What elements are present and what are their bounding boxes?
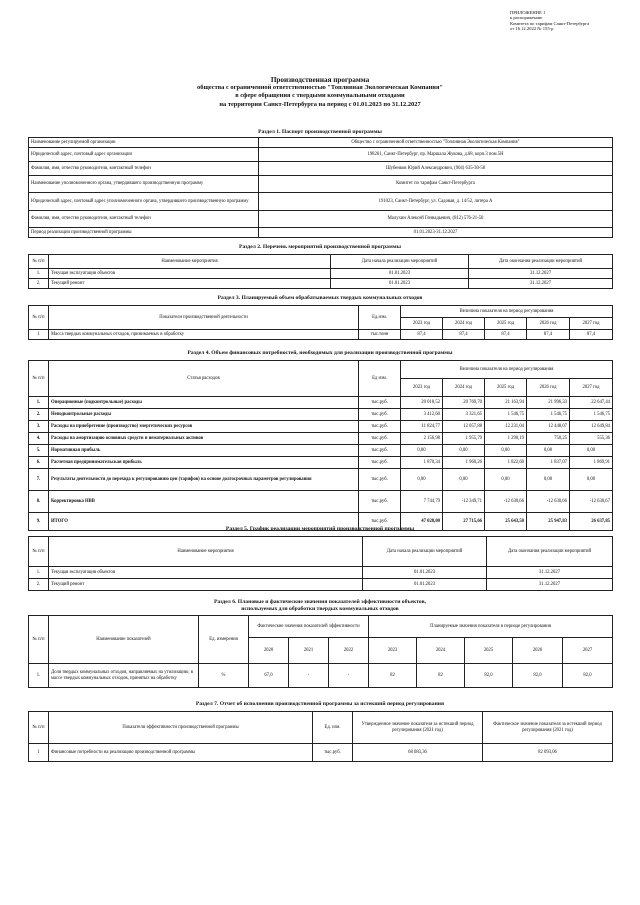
column-header: Величина показателя на период регулирования — [401, 306, 613, 318]
unit-cell: тыс.руб. — [359, 397, 401, 409]
table-header-row — [29, 361, 613, 379]
table-row — [29, 469, 613, 491]
table-row — [29, 269, 613, 279]
unit-cell: тыс.руб. — [359, 513, 401, 531]
row-number: 1. — [29, 269, 49, 279]
expense-name: Расчетная предпринимательская прибыль — [49, 457, 359, 469]
table-header-row — [29, 537, 613, 567]
section5-title: Раздел 5. График реализации мероприятий производственной программы — [225, 526, 415, 532]
value-cell: 750,25 — [527, 433, 570, 445]
value-cell: 0,00 — [570, 469, 613, 491]
column-header: Величина показателя на период регулирования — [401, 361, 613, 379]
value-cell: 1 546,75 — [527, 409, 570, 421]
appendix-line: от 16.12.2022 № 155-р — [510, 26, 554, 32]
row-number: 5. — [29, 445, 49, 457]
value-cell: 7 744,79 — [401, 491, 443, 513]
fact-value: 67,0 — [249, 664, 289, 688]
start-date: 01.01.2023 — [363, 579, 487, 591]
unit-cell: тыс.руб. — [359, 457, 401, 469]
year-header: 2025 год — [485, 379, 527, 397]
table-row — [29, 397, 613, 409]
unit-cell: % — [199, 664, 249, 688]
row-number: 1 — [29, 330, 49, 340]
fact-value: - — [289, 664, 329, 688]
value-cell: Комитет по тарифам Санкт-Петербурга — [259, 176, 613, 193]
value-cell: 25 643,50 — [485, 513, 527, 531]
year-header: 2023 год — [401, 318, 443, 330]
start-date: 01.01.2023 — [331, 269, 469, 279]
table-row — [29, 567, 613, 579]
column-header: Дата начала реализации мероприятий — [331, 255, 469, 269]
fact-value: - — [329, 664, 369, 688]
value-cell: 0,00 — [401, 469, 443, 491]
appendix-line: Комитета по тарифам Санкт-Петербурга — [510, 20, 590, 26]
header-line: общества с ограниченной ответственностью "Топливная Экологическая Компания" — [197, 84, 443, 92]
row-number: 2. — [29, 409, 49, 421]
table-row — [29, 579, 613, 591]
value-cell: 0,00 — [485, 469, 527, 491]
plan-value: 82,0 — [465, 664, 513, 688]
table-row — [29, 409, 613, 421]
value-cell: Малухин Алексей Геннадьевич, (812) 576-21-50 — [259, 211, 613, 228]
column-header: Дата окончания реализации мероприятий — [469, 255, 613, 269]
value-cell: 12 448,07 — [527, 421, 570, 433]
column-header: № п/п — [29, 361, 49, 397]
end-date: 31.12.2027 — [469, 279, 613, 289]
value-cell: 1 869,91 — [570, 457, 613, 469]
column-header: № п/п — [29, 712, 49, 744]
column-header: Наименование мероприятия — [49, 255, 331, 269]
column-header: № п/п — [29, 255, 49, 269]
expense-name: Неподконтрольные расходы — [49, 409, 359, 421]
label-cell: Период реализации производственной программы — [29, 228, 259, 238]
value-cell: Общество с ограниченной ответственностью "Топливная Экологическая Компания" — [259, 138, 613, 148]
expense-name: Нормативная прибыль — [49, 445, 359, 457]
row-number: 1. — [29, 664, 49, 688]
report-table — [28, 711, 613, 762]
column-header: Дата окончания реализации мероприятий — [487, 537, 613, 567]
value-cell: 11 824,77 — [401, 421, 443, 433]
table-row — [29, 664, 613, 688]
year-header: 2026 год — [527, 318, 570, 330]
expense-name: Результаты деятельности до перехода к регулированию цен (тарифов) на основе долгосрочных параметров регулирования — [49, 469, 359, 491]
measure-name: Текущий ремонт — [49, 279, 331, 289]
section1-title: Раздел 1. Паспорт производственной программы — [258, 129, 382, 135]
year-header: 2020 — [249, 638, 289, 664]
header-line: на территории Санкт-Петербурга на период с 01.01.2023 по 31.12.2027 — [219, 100, 421, 108]
value-cell: 22 647,44 — [570, 397, 613, 409]
indicator-name: Масса твердых коммунальных отходов, принимаемых в обработку — [49, 330, 359, 340]
value-cell: 2 156,98 — [401, 433, 443, 445]
value-cell: 1 822,60 — [485, 457, 527, 469]
value-cell: 12 057,88 — [443, 421, 485, 433]
year-header: 2025 год — [485, 318, 527, 330]
value-cell: 87,4 — [401, 330, 443, 340]
table-header-row — [29, 616, 613, 638]
appendix-line: к распоряжению — [510, 15, 543, 21]
column-header: Ед. изм. — [313, 712, 353, 744]
label-cell: Фамилия, имя, отчество руководителя, контактный телефон — [29, 162, 259, 176]
table-row — [29, 279, 613, 289]
year-header: 2022 — [329, 638, 369, 664]
year-header: 2024 — [417, 638, 465, 664]
value-cell: 47 028,00 — [401, 513, 443, 531]
document-title: Производственная программа — [270, 76, 370, 84]
value-cell: 1 290,19 — [485, 433, 527, 445]
row-number: 4. — [29, 433, 49, 445]
column-header: Фактическое значение показателя за истекший период регулирования (2021 год) — [483, 712, 613, 744]
value-cell: 87,4 — [485, 330, 527, 340]
column-header: Ед. измерения — [199, 616, 249, 664]
column-header: Дата начала реализации мероприятий — [363, 537, 487, 567]
label-cell: Юридический адрес, почтовый адрес уполномоченного органа, утвердившего производственную программу — [29, 193, 259, 211]
value-cell: 21 163,94 — [485, 397, 527, 409]
passport-table — [28, 137, 613, 238]
table-row — [29, 193, 613, 211]
value-cell: 25 947,83 — [527, 513, 570, 531]
table-header-row — [29, 306, 613, 318]
column-header: Фактические значения показателей эффективности — [249, 616, 369, 638]
row-number: 3. — [29, 421, 49, 433]
year-header: 2026 — [513, 638, 563, 664]
end-date: 31.12.2027 — [487, 579, 613, 591]
row-number: 9. — [29, 513, 49, 531]
expense-name: Корректировка НВВ — [49, 491, 359, 513]
column-header: Статья расходов — [49, 361, 359, 397]
row-number: 1 — [29, 744, 49, 762]
unit-cell: тыс.тонн — [359, 330, 401, 340]
unit-cell: тыс.руб. — [359, 469, 401, 491]
year-header: 2025 — [465, 638, 513, 664]
column-header: Показатели производственной деятельности — [49, 306, 359, 330]
value-cell: 20 018,52 — [401, 397, 443, 409]
year-header: 2024 год — [443, 379, 485, 397]
table-row — [29, 176, 613, 193]
table-row — [29, 330, 613, 340]
row-number: 7. — [29, 469, 49, 491]
value-cell: 1 546,75 — [570, 409, 613, 421]
unit-cell: тыс.руб. — [359, 445, 401, 457]
year-header: 2026 год — [527, 379, 570, 397]
value-cell: 3 412,60 — [401, 409, 443, 421]
table-row — [29, 228, 613, 238]
value-cell: 87,4 — [527, 330, 570, 340]
table-header-row — [29, 712, 613, 744]
unit-cell: тыс.руб. — [359, 433, 401, 445]
plan-value: 82,0 — [563, 664, 613, 688]
row-number: 6. — [29, 457, 49, 469]
value-cell: 0,00 — [485, 445, 527, 457]
row-number: 2. — [29, 279, 49, 289]
column-header: Ед изм. — [359, 361, 401, 397]
value-cell: Шубенков Юрий Александрович, (904) 635-30-58 — [259, 162, 613, 176]
measure-name: Текущая эксплуатация объектов — [49, 269, 331, 279]
year-header: 2023 год — [401, 379, 443, 397]
value-cell: 0,00 — [527, 469, 570, 491]
value-cell: 87,4 — [570, 330, 613, 340]
year-header: 2027 год — [570, 379, 613, 397]
unit-cell: тыс.руб. — [359, 491, 401, 513]
column-header: № п/п — [29, 537, 49, 567]
indicator-name: Финансовые потребности на реализацию производственной программы — [49, 744, 313, 762]
table-row — [29, 148, 613, 162]
value-cell: 1 546,75 — [485, 409, 527, 421]
row-number: 1. — [29, 397, 49, 409]
plan-value: 82 — [369, 664, 417, 688]
table-header-row — [29, 255, 613, 269]
value-cell: 26 637,85 — [570, 513, 613, 531]
section3-title: Раздел 3. Планируемый объем обрабатываемых твердых коммунальных отходов — [217, 295, 423, 301]
value-cell: 0,00 — [443, 445, 485, 457]
expense-name: Расходы на приобретение (производство) энергетических ресурсов — [49, 421, 359, 433]
measures-table — [28, 254, 613, 289]
end-date: 31.12.2027 — [487, 567, 613, 579]
row-number: 8. — [29, 491, 49, 513]
value-cell: 27 715,66 — [443, 513, 485, 531]
expense-name: Расходы на амортизацию основных средств и нематериальных активов — [49, 433, 359, 445]
section6-title — [0, 599, 640, 613]
column-header: Наименование показателей — [49, 616, 199, 664]
measure-name: Текущий ремонт — [49, 579, 363, 591]
value-cell: -12 630,66 — [527, 491, 570, 513]
value-cell: 3 321,65 — [443, 409, 485, 421]
value-cell: 20 769,70 — [443, 397, 485, 409]
indicator-name: Доля твердых коммунальных отходов, направляемых на утилизацию, в массе твердых коммунальных отходов, принятых на обработку — [49, 664, 199, 688]
value-cell: 12 231,04 — [485, 421, 527, 433]
end-date: 31.12.2027 — [469, 269, 613, 279]
row-number: 1. — [29, 567, 49, 579]
value-cell: 12 649,84 — [570, 421, 613, 433]
start-date: 01.01.2023 — [363, 567, 487, 579]
value-cell: 198261, Санкт-Петербург, пр. Маршала Жукова, д.68, корп.3 пом.5Н — [259, 148, 613, 162]
value-cell: -12 349,71 — [443, 491, 485, 513]
value-cell: 0,00 — [527, 445, 570, 457]
table-row — [29, 211, 613, 228]
value-cell: 1 837,07 — [527, 457, 570, 469]
expense-name: Операционные (подконтрольные) расходы — [49, 397, 359, 409]
header-line: в сфере обращения с твердыми коммунальными отходами — [235, 92, 405, 100]
document-header — [0, 76, 640, 109]
measure-name: Текущая эксплуатация объектов — [49, 567, 363, 579]
table-row — [29, 421, 613, 433]
value-cell: 0,00 — [443, 469, 485, 491]
volume-table — [28, 305, 613, 340]
value-cell: 191023, Санкт-Петербург, ул. Садовая, д. 14/52, литера А — [259, 193, 613, 211]
unit-cell: тыс.руб. — [359, 421, 401, 433]
value-cell: 555,36 — [570, 433, 613, 445]
value-cell: 01.01.2023-31.12.2027 — [259, 228, 613, 238]
label-cell: Юридический адрес, почтовый адрес организации — [29, 148, 259, 162]
value-cell: 0,00 — [570, 445, 613, 457]
finance-table — [28, 360, 613, 531]
schedule-table — [28, 536, 613, 591]
value-cell: 1 955,79 — [443, 433, 485, 445]
value-cell: 21 996,33 — [527, 397, 570, 409]
value-cell: 1 960,26 — [443, 457, 485, 469]
value-cell: 0,00 — [401, 445, 443, 457]
fact-value: 82 093,06 — [483, 744, 613, 762]
column-header: Ед.изм. — [359, 306, 401, 330]
value-cell: -12 630,66 — [485, 491, 527, 513]
column-header: № п/п — [29, 616, 49, 664]
column-header: Наименование мероприятия — [49, 537, 363, 567]
table-row — [29, 491, 613, 513]
table-row — [29, 744, 613, 762]
year-header: 2024 год — [443, 318, 485, 330]
section6-title-line: используемых для обработки твердых коммунальных отходов — [241, 606, 399, 612]
column-header: Утвержденное значение показателя за истекший период регулирования (2021 год) — [353, 712, 483, 744]
value-cell: 87,4 — [443, 330, 485, 340]
year-header: 2027 — [563, 638, 613, 664]
start-date: 01.01.2023 — [331, 279, 469, 289]
table-row — [29, 138, 613, 148]
section4-title: Раздел 4. Объем финансовых потребностей, необходимых для реализации производственной программы — [187, 350, 453, 356]
table-row — [29, 162, 613, 176]
unit-cell: тыс.руб. — [359, 409, 401, 421]
column-header: Показатели эффективности производственной программы — [49, 712, 313, 744]
column-header: № п/п — [29, 306, 49, 330]
year-header: 2023 — [369, 638, 417, 664]
value-cell: 1 870,34 — [401, 457, 443, 469]
appendix-note — [510, 10, 630, 32]
table-row — [29, 433, 613, 445]
section6-title-line: Раздел 6. Плановые и фактические значения показателей эффективности объектов, — [214, 599, 426, 605]
section7-title: Раздел 7. Отчет об исполнении производственной программы за истекший период регулирования — [195, 701, 445, 707]
value-cell: -12 630,67 — [570, 491, 613, 513]
label-cell: Фамилия, имя, отчество руководителя, контактный телефон — [29, 211, 259, 228]
appendix-line: ПРИЛОЖЕНИЕ 1 — [510, 10, 546, 15]
efficiency-table — [28, 615, 613, 688]
plan-value: 68 083,36 — [353, 744, 483, 762]
label-cell: Наименование регулируемой организации — [29, 138, 259, 148]
expense-name: ИТОГО — [49, 513, 359, 531]
table-row — [29, 457, 613, 469]
row-number: 2. — [29, 579, 49, 591]
plan-value: 82 — [417, 664, 465, 688]
plan-value: 82,0 — [513, 664, 563, 688]
label-cell: Наименование уполномоченного органа, утвердившего производственную программу — [29, 176, 259, 193]
year-header: 2027 год — [570, 318, 613, 330]
column-header: Планируемые значения показателя в периоде регулирования — [369, 616, 613, 638]
year-header: 2021 — [289, 638, 329, 664]
table-row — [29, 445, 613, 457]
unit-cell: тыс.руб. — [313, 744, 353, 762]
section2-title: Раздел 2. Перечень мероприятий производственной программы — [239, 244, 401, 250]
